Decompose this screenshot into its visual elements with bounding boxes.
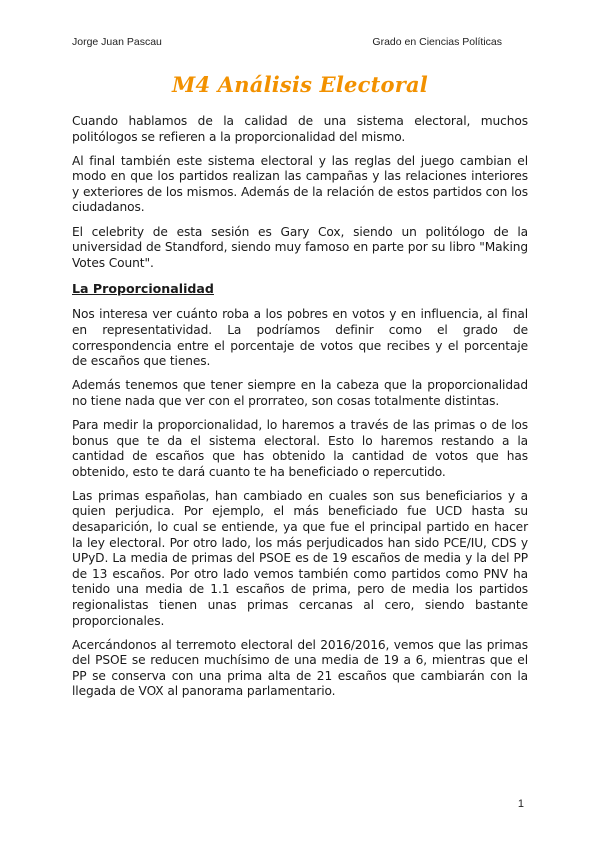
page-number: 1	[517, 798, 524, 810]
intro-paragraph-2: Al final también este sistema electoral y las reglas del juego cambian el modo en que los partidos realizan las campañas y las relaciones interiores y exteriores de los mismos. Además de la relación de estos partidos con los ciudadanos.	[72, 153, 528, 215]
section-paragraph-5: Acercándonos al terremoto electoral del 2016/2016, vemos que las primas del PSOE se reducen muchísimo de una media de 19 a 6, mientras que el PP se conserva con una prima alta de 21 escaños que cambiarán con la llegada de VOX al panorama parlamentario.	[72, 637, 528, 699]
section-heading: La Proporcionalidad	[72, 281, 214, 297]
header-degree: Grado en Ciencias Políticas	[372, 36, 502, 48]
document-title: M4 Análisis Electoral	[172, 72, 428, 97]
section-paragraph-4: Las primas españolas, han cambiado en cuales son sus beneficiarios y a quien perjudica. Por ejemplo, el más beneficiado fue UCD hasta su desaparición, lo cual se entiende, ya que fue el principal partido en hacer la ley electoral. Por otro lado, los más perjudicados han sido PCE/IU, CDS y UPyD. La media de primas del PSOE es de 19 escaños de media y la del PP de 13 escaños. Por otro lado vemos también como partidos como PNV ha tenido una media de 1.1 escaños de prima, pero de media los partidos regionalistas tienen unas primas cercanas al cero, siendo bastante proporcionales.	[72, 488, 528, 628]
header-author: Jorge Juan Pascau	[72, 36, 162, 48]
section-paragraph-2: Además tenemos que tener siempre en la cabeza que la proporcionalidad no tiene nada que ver con el prorrateo, son cosas totalmente distintas.	[72, 378, 528, 408]
page-header	[72, 36, 502, 48]
intro-paragraph-3: El celebrity de esta sesión es Gary Cox, siendo un politólogo de la universidad de Standford, siendo muy famoso en parte por su libro "Making Votes Count".	[72, 224, 528, 270]
document-body	[72, 114, 528, 709]
intro-paragraph-1: Cuando hablamos de la calidad de una sistema electoral, muchos politólogos se refieren a la proporcionalidad del mismo.	[72, 114, 528, 144]
section-paragraph-1: Nos interesa ver cuánto roba a los pobres en votos y en influencia, al final en representatividad. La podríamos definir como el grado de correspondencia entre el porcentaje de votos que recibes y el porcentaje de escaños que tienes.	[72, 307, 528, 369]
section-paragraph-3: Para medir la proporcionalidad, lo haremos a través de las primas o de los bonus que te da el sistema electoral. Esto lo haremos restando a la cantidad de escaños que has obtenido la cantidad de votos que has obtenido, esto te dará cuanto te ha beneficiado o repercutido.	[72, 417, 528, 479]
